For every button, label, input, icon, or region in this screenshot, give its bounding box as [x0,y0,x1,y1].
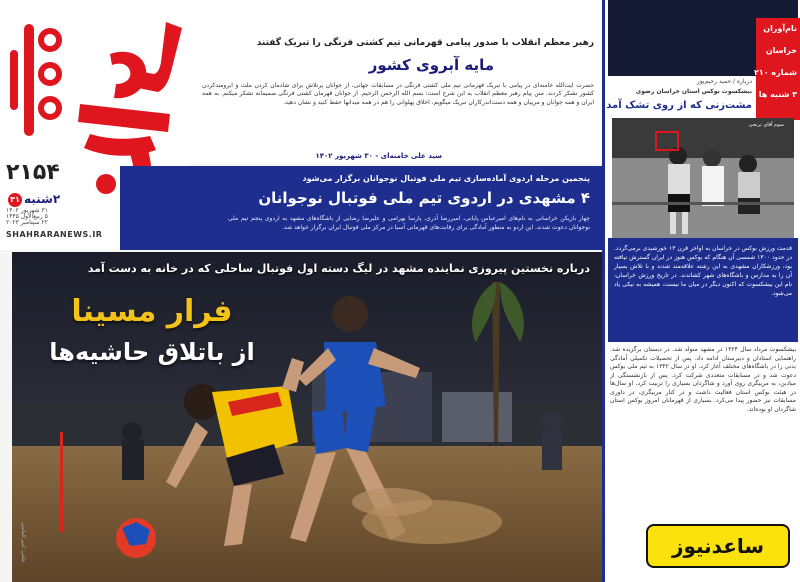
series-ribbon [753,18,800,120]
column-intro-box [608,238,798,342]
banner-title[interactable]: ۴ مشهدی در اردوی تیم ملی فوتبال نوجوانان [258,189,590,207]
issue-number: ۲۱۵۴ [6,160,60,185]
column-body: بیشکسوت مرداد سال ۱۳۲۴ در مشهد متولد شد. در دبستان برگزیده شد. راهنمایی استادان و دبیرستان ادامه داد. پس از تحصیلات تکمیلی آمادگی بدنی را در باشگاه‌های مختلف آغاز کرد. او در سال ۱۳۴۲ به تیم ملی بوکس دعوت شد و در مسابقات متعددی شرکت کرد. پس از بازنشستگی از میادین، به مربیگری روی آورد و شاگردان بسیاری را تربیت کرد. او سال‌ها در هیئت بوکس استان فعالیت داشت و در کنار مربیگری، در داوری مسابقات نیز حضور پیدا می‌کرد. بسیاری از قهرمانان امروز بوکس استان شاگردان او بوده‌اند. [610,346,796,413]
ribbon-line: خراسان [765,46,797,55]
date-block [6,192,68,226]
date-line: ۳۱ شهریور ۱۴۰۲ [6,207,48,214]
column-author: درباره / حمید رحیم‌پور [696,78,752,85]
photo-overline: درباره نخستین پیروزی نماینده مشهد در لیگ دسته اول فوتبال ساحلی که در خانه به دست آمد [87,262,590,275]
date-line: ۲۲ سپتامبر ۲۰۲۳ [6,219,48,226]
column-title[interactable]: مشت‌زنی که از روی تشک آمد! [601,100,752,111]
photo-caption: سوم آقای ترنجی [748,122,784,128]
lead-editorial [190,34,602,164]
banner-body: چهار بازیکن خراسانی به نام‌های امیرعباس پایانی، امیررضا آذری، پارسا بهرامی و علیرضا رضایی از باشگاه‌های مشهد به اردوی پنجم تیم ملی نوجوانان دعوت شدند. این اردو به منظور آمادگی برای رقابت‌های قهرمانی آسیا در مرکز ملی فوتبال ایران برگزار خواهد شد. [228,215,590,231]
column-overline: بیشکسوت بوکس استان خراسان رضوی [635,88,752,95]
editorial-overline: رهبر معظم انقلاب با صدور پیامی قهرمانی تیم کشتی فرنگی را تبریک گفتند [256,38,594,48]
editorial-title[interactable]: مایه آبروی کشور [368,56,494,74]
website-url[interactable]: SHAHRARANEWS.IR [6,230,103,239]
photo-credit: عکس: امیر الماسی [20,522,26,564]
beach-soccer-photo [12,252,602,582]
editorial-body: حضرت آیت‌الله خامنه‌ای در پیامی با تبریک قهرمانی تیم ملی کشتی فرنگی در مسابقات جهانی، از جوانان پرتلاش برای شادمان کردن ملت و آبرومندکردن کشور تشکر کردند. متن پیام رهبر معظم انقلاب به این شرح است: بسم الله الرحمن الرحیم. از جوانان قهرمان کشتی فرنگی صمیمانه تشکر میکنم. به همه ایران و همه جوانان و مربیان و همه دست‌اندرکاران تبریک میگویم. اخلاق پهلوانی را هم در همه میدانها حفظ کنید و نشان دهید. [202,82,594,106]
top-strip [190,0,602,34]
day-badge: ۳۱ [8,193,22,207]
watermark-logo [646,524,790,568]
ribbon-line: شماره ۲۱۰ [753,68,797,77]
logo-sub-mark [6,20,68,140]
editorial-signature: سید علی خامنه‌ای - ۳۰ شهریور ۱۴۰۲ [315,152,442,160]
watermark-text: ساعدنیوز [671,534,765,558]
archive-boxing-photo [612,118,794,238]
youth-team-banner [120,166,602,250]
banner-overline: پنجمین مرحله اردوی آماده‌سازی تیم ملی فوتبال نوجوانان برگزار می‌شود [302,174,590,183]
ribbon-line: ۳ شنبه ها [758,90,797,99]
column-intro-text: قدمت ورزش بوکس در خراسان به اواخر قرن ۱۳ خورشیدی برمی‌گردد. در حدود ۱۳۰۰ شمسی آن هنگام که بوکس هنوز در ایران گسترش نیافته بود، ورزشکاران مشهدی به این رشته علاقه‌مند شدند و با تلاش بسیار آن را به مدارس و باشگاه‌های شهر کشاندند. در تاریخ ورزش خراسان، نام این بیشکسوت که اکنون دیگر در میان ما نیست، همیشه به نیکی یاد می‌شود. [614,245,792,297]
weekday: ۲شنبه [24,192,61,206]
photo-subheadline: از باتلاق حاشیه‌ها [49,338,255,366]
ribbon-line: نام‌آوران [763,24,797,33]
date-line: ۵ ربیع‌الاول ۱۴۴۵ [6,213,48,220]
photo-headline[interactable]: فرار مسینا [71,294,233,329]
